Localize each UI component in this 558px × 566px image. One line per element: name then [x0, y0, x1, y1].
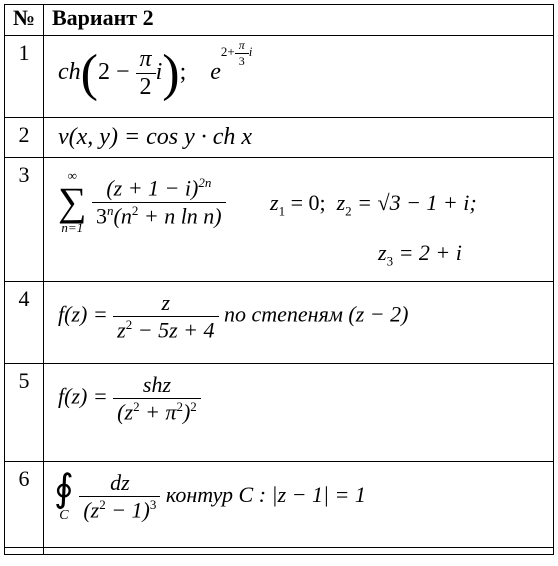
formula-5: f(z) = $\frac{\text{shz}}{(z^2 + \pi^2)^2}$ — [58, 372, 201, 425]
formula-2: v(x, y) = cos y · ch x — [58, 124, 253, 150]
variant-title: Вариант 2 — [44, 5, 554, 36]
task-number: 1 — [5, 36, 44, 118]
formula-1: ch(2 − $\frac{\pi}{2}$ i); $e^{2+ \frac{\pi}{3} i}$ — [58, 37, 253, 102]
task-number: 2 — [5, 118, 44, 158]
task-row — [5, 364, 554, 462]
formula-3-points: $z_1 = 0$; $z_2 = √3 - 1 + i$; — [270, 190, 477, 219]
task-row — [5, 282, 554, 364]
task-number: 5 — [5, 364, 44, 462]
task-row — [5, 36, 554, 118]
task-row — [5, 158, 554, 282]
formula-6: ∮ C $\frac{dz}{(z^2 - 1)^3}$ контур C : |z − 1| = 1 — [54, 468, 366, 523]
formula-4: f(z) = $\frac{z}{z^2 - 5z + 4}$ по степеням (z − 2) — [58, 290, 409, 343]
formula-3-series: ∞ ∑ n=1 $\frac{(z + 1 - i)^{2n}}{3^n(n^2 + n \ln n)}$ — [58, 168, 226, 236]
task-number: 6 — [5, 462, 44, 548]
header-row — [5, 5, 554, 36]
number-header: № — [5, 5, 44, 36]
variant-table — [4, 4, 554, 555]
task-row — [5, 462, 554, 548]
formula-3-point-3: $z_3 = 2 + i$ — [378, 240, 462, 269]
task-formula — [44, 36, 554, 118]
task-row — [5, 118, 554, 158]
table-trailing-row — [5, 548, 554, 555]
task-number: 4 — [5, 282, 44, 364]
task-number: 3 — [5, 158, 44, 282]
